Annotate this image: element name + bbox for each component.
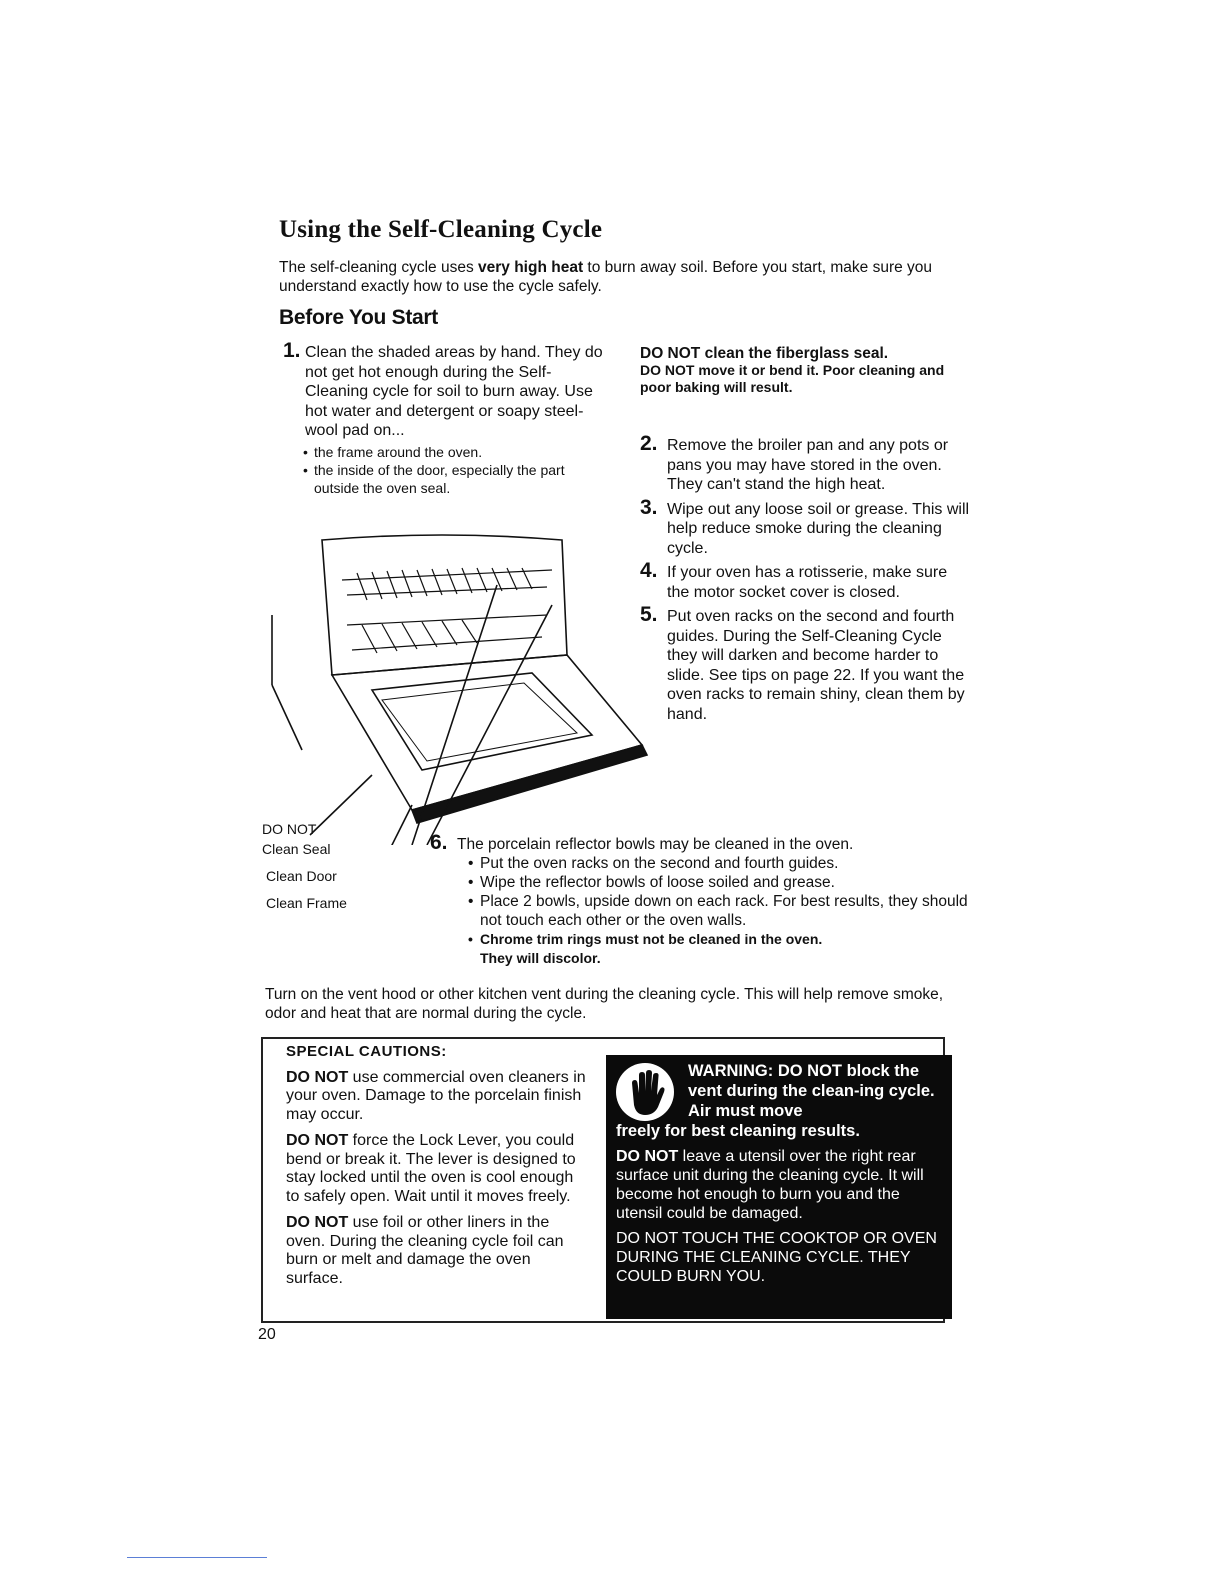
caution-item: DO NOT force the Lock Lever, you could bend or break it. The lever is designed to stay locked until the oven is cool enough to safely open. Wait until it moves freely. — [286, 1132, 576, 1205]
warning-text: DO NOT leave a utensil over the right rear surface unit during the cleaning cycle. It will become hot enough to burn you and the utensil could be damaged. — [616, 1148, 924, 1222]
list-item: • the inside of the door, especially the part outside the oven seal. — [303, 461, 613, 497]
intro-paragraph: The self-cleaning cycle uses very high heat to burn away soil. Before you start, make sure you understand exactly how to use the cycle safely. — [279, 259, 933, 295]
footer-divider — [127, 1557, 267, 1558]
step-number: 1. — [283, 339, 301, 362]
label-clean-door: Clean Door — [266, 868, 337, 884]
caution-item: DO NOT use foil or other liners in the oven. During the cleaning cycle foil can burn or melt and damage the oven surface. — [286, 1214, 564, 1287]
leader-line-seal — [310, 775, 372, 835]
step-number: 3. — [640, 495, 658, 519]
step-text: Put oven racks on the second and fourth guides. During the Self-Cleaning Cycle they will darken and become harder to slide. See tips on page 22. If you want the oven racks to remain shiny, clean them by hand. — [667, 608, 965, 723]
upper-rack — [342, 568, 552, 600]
step-5 — [640, 603, 970, 724]
intro-emphasis: very high heat — [478, 259, 584, 276]
step-text: Clean the shaded areas by hand. They do not get hot enough during the Self-Cleaning cycle for soil to burn away. Use hot water and detergent or soapy steel-wool pad on... — [305, 344, 603, 439]
door-handle — [412, 745, 647, 823]
seal-note-line: DO NOT clean the fiberglass seal. — [640, 345, 889, 362]
steps-list — [640, 432, 970, 729]
hand-stop-icon — [614, 1061, 676, 1123]
step-3 — [640, 495, 970, 559]
step-1 — [283, 339, 613, 497]
label-clean-frame: Clean Frame — [266, 895, 347, 911]
step-number: 6. — [430, 831, 448, 854]
warning-heading: WARNING: DO NOT block the vent during the clean-ing cycle. Air must move — [688, 1062, 935, 1120]
step-text: Wipe out any loose soil or grease. This will help reduce smoke during the cleaning cycle. — [667, 500, 970, 557]
list-item-warning: • Chrome trim rings must not be cleaned in the oven. They will discolor. — [468, 930, 970, 968]
warning-heading-2: freely for best cleaning results. — [616, 1122, 860, 1140]
cautions-heading: SPECIAL CAUTIONS: — [286, 1043, 447, 1060]
section-heading: Before You Start — [279, 306, 438, 329]
page-number: 20 — [258, 1326, 276, 1343]
step-6-bullets — [468, 854, 970, 968]
list-item: • Wipe the reflector bowls of loose soiled and grease. — [468, 873, 970, 892]
warning-text-caps: DO NOT TOUCH THE COOKTOP OR OVEN DURING THE CLEANING CYCLE. THEY COULD BURN YOU. — [616, 1230, 937, 1285]
oven-cavity — [322, 535, 567, 675]
caution-item: DO NOT use commercial oven cleaners in your oven. Damage to the porcelain finish may occur. — [286, 1068, 586, 1123]
step-number: 4. — [640, 559, 658, 582]
step-1-bullets — [303, 443, 613, 497]
page-title: Using the Self-Cleaning Cycle — [279, 216, 603, 243]
list-item: • the frame around the oven. — [303, 443, 613, 461]
label-clean-seal: Clean Seal — [262, 841, 331, 857]
step-4 — [640, 559, 970, 602]
vent-instruction: Turn on the vent hood or other kitchen vent during the cleaning cycle. This will help remove smoke, odor and heat that are normal during the cycle. — [265, 986, 944, 1022]
door-window-inner — [382, 683, 577, 761]
step-number: 2. — [640, 432, 658, 455]
step-text: If your oven has a rotisserie, make sure the motor socket cover is closed. — [667, 564, 948, 601]
warning-box — [606, 1055, 952, 1319]
step-6 — [430, 831, 970, 968]
special-cautions — [286, 1043, 586, 1296]
step-2 — [640, 432, 970, 495]
seal-warning-note — [640, 345, 970, 396]
label-do-not: DO NOT — [262, 821, 317, 837]
list-item: • Place 2 bowls, upside down on each rack. For best results, they should not touch each other or the oven walls. — [468, 892, 970, 930]
seal-note-line: DO NOT move it or bend it. Poor cleaning and poor baking will result. — [640, 362, 945, 395]
leader-line-door — [377, 805, 412, 845]
lower-rack — [347, 615, 547, 653]
step-text: Remove the broiler pan and any pots or pans you may have stored in the oven. They can't stand the high heat. — [667, 437, 949, 493]
oven-illustration — [262, 525, 672, 845]
list-item: • Put the oven racks on the second and fourth guides. — [468, 854, 970, 873]
range-side-line — [272, 685, 302, 750]
step-text: The porcelain reflector bowls may be cleaned in the oven. — [457, 836, 854, 853]
step-number: 5. — [640, 603, 658, 626]
